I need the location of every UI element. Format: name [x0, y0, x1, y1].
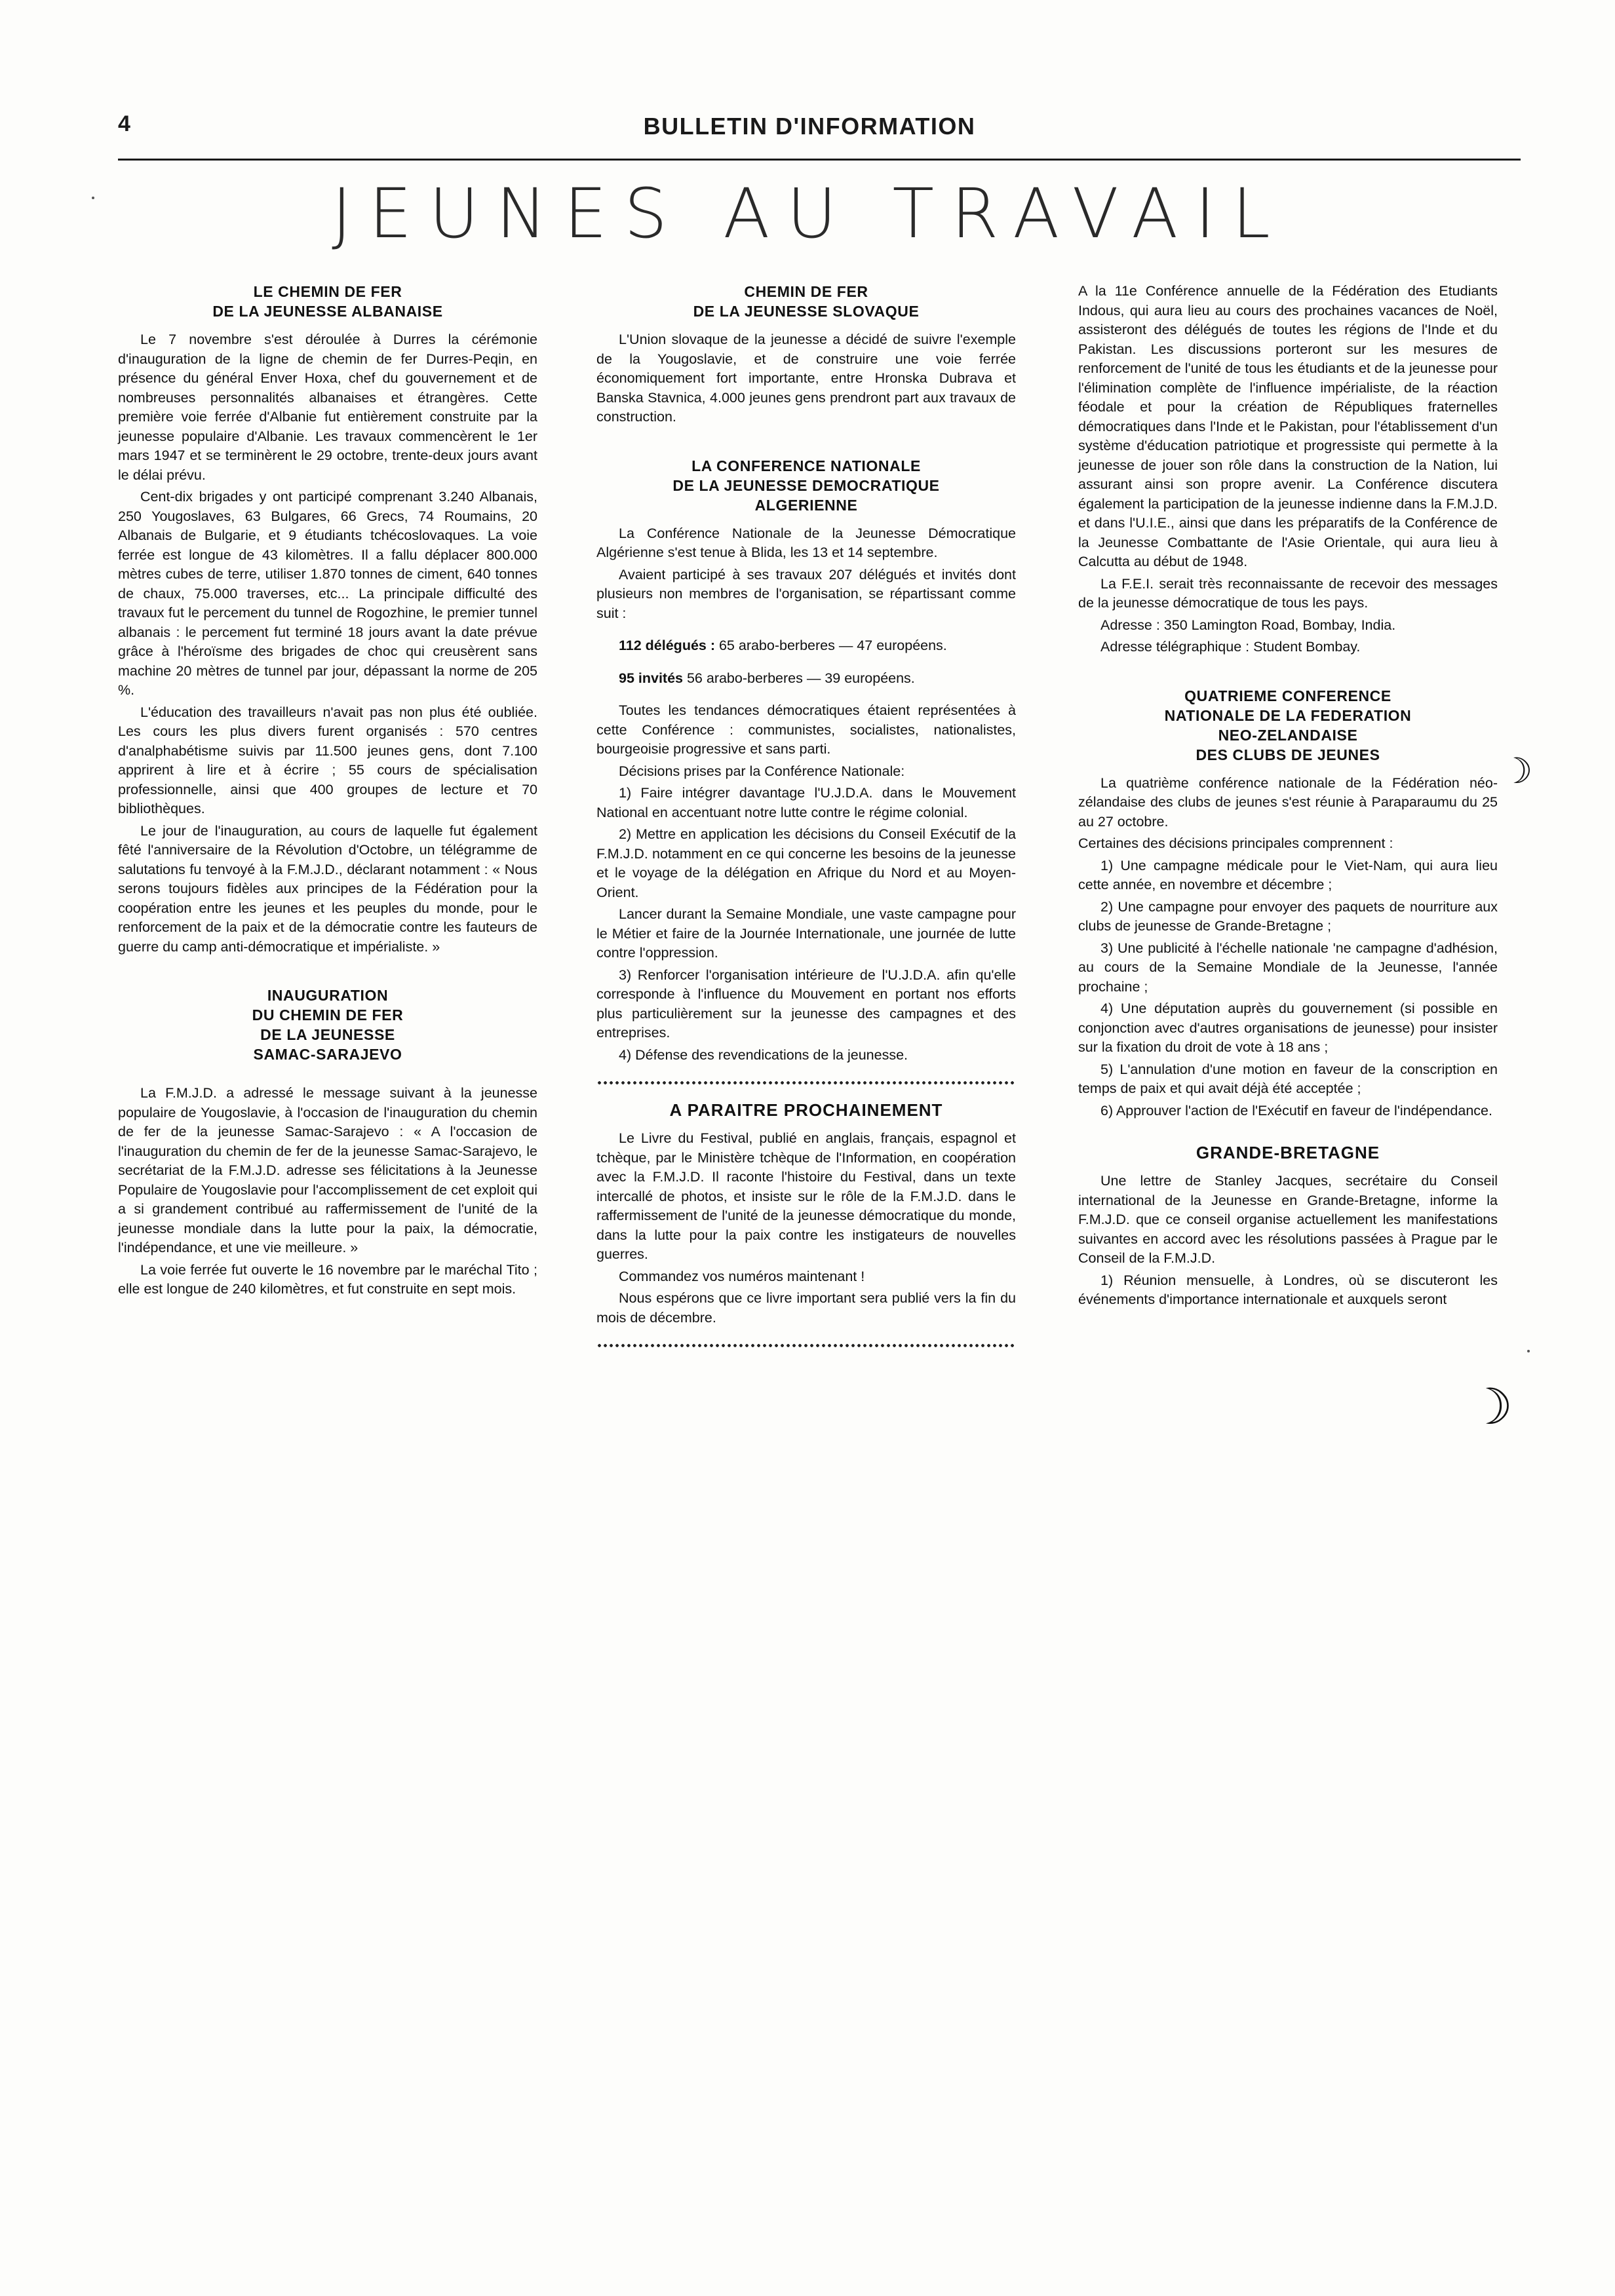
header-divider [118, 159, 1521, 161]
heading-line: LE CHEMIN DE FER [253, 283, 402, 300]
article-column-2 [596, 282, 1016, 1363]
paragraph: La F.E.I. serait très reconnaissante de recevoir des messages de la jeunesse démocratique de tous les pays. [1078, 575, 1498, 611]
heading-line: INAUGURATION [267, 987, 389, 1004]
heading-line: DE LA JEUNESSE SLOVAQUE [693, 303, 920, 320]
page-number: 4 [118, 111, 131, 136]
paragraph: 1) Réunion mensuelle, à Londres, où se discuteront les événements d'importance internationale et auxquels seront [1078, 1272, 1498, 1307]
paragraph: La F.M.J.D. a adressé le message suivant à la jeunesse populaire de Yougoslavie, à l'occasion de l'inauguration du chemin de fer de la jeunesse Samac-Sarajevo : « A l'occasion de l'inauguration du chemin de fer de la jeunesse Samac-Sarajevo, le secrétariat de la F.M.J.D. adresse ses félicitations à la Jeunesse Populaire de Yougoslavie pour l'accomplissement de cet exploit qui a si grandement contribué au raffermissement de l'unité de la jeunesse mondiale dans la lutte pour la paix, la démocratie, l'indépendance, et une vie meilleure. » [118, 1085, 537, 1255]
heading-line: QUATRIEME CONFERENCE [1184, 687, 1391, 704]
heading-line: SAMAC-SARAJEVO [253, 1046, 402, 1063]
paragraph: 4) Défense des revendications de la jeunesse. [619, 1046, 908, 1063]
guests-detail: 56 arabo-berberes — 39 européens. [683, 670, 915, 686]
delegates-detail: 65 arabo-berberes — 47 européens. [715, 638, 947, 653]
guests-count: 95 invités [619, 670, 683, 686]
spacer [596, 691, 1016, 701]
heading-line: NATIONALE DE LA FEDERATION [1164, 706, 1412, 724]
moon-icon: ☽ [1468, 1379, 1513, 1435]
paragraph: A la 11e Conférence annuelle de la Fédération des Etudiants Indous, qui aura lieu au cours des prochaines vacances de Noël, assisteront des délégués de toutes les régions de l'Inde et du Pakistan. Les discussions porteront sur les mesures de renforcement de l'unité de tous les étudiants et de la jeunesse pour l'élimination complète de l'influence impérialiste, de la réaction féodale et pour la création de Républiques fraternelles démocratiques dans l'Inde et le Pakistan, pour l'établissement d'un système d'éducation patriotique et progressiste qui permette à la jeunesse de jouer son rôle dans la construction de la Nation, lui assurant ainsi son propre avenir. La Conférence discutera également la participation de la jeunesse indienne dans la F.M.J.D. et dans l'U.I.E., ainsi que dans les préparatifs de la Conférence de la Jeunesse Combattante de l'Asie Orientale, qui aura lieu à Calcutta au début de 1948. [1078, 283, 1498, 569]
paragraph: Adresse télégraphique : Student Bombay. [1100, 639, 1361, 655]
paragraph: Décisions prises par la Conférence Nationale: [619, 763, 905, 779]
paragraph: 1) Faire intégrer davantage l'U.J.D.A. dans le Mouvement National en accentuant notre lutte contre le régime colonial. [596, 785, 1016, 820]
heading-line: NEO-ZELANDAISE [1218, 726, 1358, 744]
masthead-title: JEUNES AU TRAVAIL [332, 174, 1287, 254]
ink-speck [92, 197, 94, 199]
delegates-count: 112 délégués : [619, 638, 715, 653]
heading-line: DE LA JEUNESSE DEMOCRATIQUE [672, 476, 940, 494]
heading-line: DU CHEMIN DE FER [252, 1006, 404, 1024]
paragraph: L'Union slovaque de la jeunesse a décidé de suivre l'exemple de la Yougoslavie, et de construire une voie ferrée économiquement fort importante, entre Hronska Dubrava et Banska Stavnica, 4.000 jeunes gens prendront part aux travaux de construction. [596, 332, 1016, 425]
paragraph: 3) Renforcer l'organisation intérieure de l'U.J.D.A. afin qu'elle corresponde à l'influence du Mouvement en portant nos efforts plus particulièrement sur la jeunesse des campagnes et des entreprises. [596, 966, 1016, 1041]
paragraph-guests [596, 669, 1016, 689]
paragraph: Le 7 novembre s'est déroulée à Durres la cérémonie d'inauguration de la ligne de chemin de fer Durres-Peqin, en présence du général Enver Hoxa, chef du gouvernement et de nombreuses personnalités albanaises et étrangères. Cette première voie ferrée d'Albanie fut entièrement construite par la jeunesse populaire d'Albanie. Les travaux commencèrent le 1er mars 1947 et se terminèrent le 29 octobre, trente-deux jours avant le délai prévu. [118, 332, 537, 483]
section-heading-albanian-railway [118, 282, 537, 321]
dotted-divider [596, 1079, 1016, 1086]
paragraph: 2) Mettre en application les décisions du Conseil Exécutif de la F.M.J.D. notamment en ce qui concerne les besoins de la jeunesse et le voyage de la délégation en Afrique du Nord et au Moyen-Orient. [596, 826, 1016, 900]
paragraph: Lancer durant la Semaine Mondiale, une vaste campagne pour le Métier et faire de la Journée Internationale, une journée de lutte contre l'oppression. [596, 906, 1016, 961]
dotted-divider [596, 1342, 1016, 1349]
moon-icon: ☽ [1501, 752, 1533, 791]
spacer [596, 659, 1016, 669]
paragraph: Toutes les tendances démocratiques étaient représentées à cette Conférence : communistes, socialistes, nationalistes, bourgeoisie progressive et sans parti. [596, 702, 1016, 757]
heading-line: CHEMIN DE FER [744, 283, 868, 300]
paragraph: Avaient participé à ses travaux 207 délégués et invités dont plusieurs non membres de l'organisation, se répartissant comme suit : [596, 566, 1016, 621]
paragraph: Le jour de l'inauguration, au cours de laquelle fut également fêté l'anniversaire de la Révolution d'Octobre, un télégramme de salutations fu tenvoyé à la F.M.J.D., déclarant notamment : « Nous serons toujours fidèles aux principes de la Fédération pour la coopération entre les jeunes et les peuples du monde, pour le renforcement de la paix et de la démocratie contre les fauteurs de guerre du camp anti-démocratique et impérialiste. » [118, 822, 537, 955]
paragraph-delegates [596, 636, 1016, 656]
section-heading-coming-soon: A PARAITRE PROCHAINEMENT [669, 1100, 943, 1120]
paragraph: 5) L'annulation d'une motion en faveur de la conscription en temps de paix et qui avait déjà été acceptée ; [1078, 1061, 1498, 1096]
bulletin-title: BULLETIN D'INFORMATION [643, 113, 976, 140]
paragraph: Certaines des décisions principales comprennent : [1078, 835, 1393, 851]
heading-line: ALGERIENNE [754, 496, 858, 514]
paragraph: 6) Approuver l'action de l'Exécutif en faveur de l'indépendance. [1100, 1102, 1492, 1119]
paragraph: Cent-dix brigades y ont participé comprenant 3.240 Albanais, 250 Yougoslaves, 63 Bulgares, 66 Grecs, 74 Roumains, 20 Albanais de Bulgarie, et 9 étudiants tchécoslovaques. La voie ferrée est longue de 43 kilomètres. Il a fallu déplacer 800.000 mètres cubes de terre, utiliser 1.870 tonnes de ciment, 640 tonnes de chaux, 75.000 traverses, etc... La principale difficulté des travaux fut le percement du tunnel de Rogozhine, le premier tunnel albanais : le percement fut terminé 18 jours avant la date prévue grâce à l'héroïsme des brigades de choc qui creusèrent sans machine 20 mètres de tunnel par jour, dépassant la norme de 205 %. [118, 489, 537, 698]
paragraph: 2) Une campagne pour envoyer des paquets de nourriture aux clubs de jeunesse de Grande-Bretagne ; [1078, 898, 1498, 934]
spacer [118, 1073, 537, 1084]
paragraph: La Conférence Nationale de la Jeunesse Démocratique Algérienne s'est tenue à Blida, les 13 et 14 septembre. [596, 525, 1016, 560]
section-heading-samac-sarajevo [118, 985, 537, 1064]
section-heading-algerian-conference [596, 456, 1016, 515]
heading-line: DE LA JEUNESSE ALBANAISE [212, 303, 443, 320]
section-heading-nz-conference [1078, 686, 1498, 765]
paragraph: 4) Une députation auprès du gouvernement (si possible en conjonction avec d'autres organisations de jeunesse) pour insister sur la fixation du droit de vote à 18 ans ; [1078, 1001, 1498, 1055]
section-heading-slovak-railway [596, 282, 1016, 321]
paragraph: L'éducation des travailleurs n'avait pas non plus été oubliée. Les cours les plus divers furent organisés : 570 centres d'analphabétisme suivis par 11.500 jeunes gens, dont 7.100 apprirent à lire et à écrire ; 55 cours de spécialisation professionnelle, ainsi que 400 groupes de lecture et 70 bibliothèques. [118, 704, 537, 816]
heading-line: DE LA JEUNESSE [260, 1026, 395, 1043]
article-column-1 [118, 282, 537, 1302]
spacer [1078, 1123, 1498, 1143]
paragraph: Le Livre du Festival, publié en anglais, français, espagnol et tchèque, par le Ministère tchèque de l'Information, en coopération avec la F.M.J.D. Il raconte l'histoire du Festival, dans un texte intercallé de photos, et insiste sur le rôle de la F.M.J.D. dans le raffermissement de l'unité de la jeunesse démocratique du monde, dans la lutte pour la paix contre les instigateurs de nouvelles guerres. [596, 1130, 1016, 1262]
paragraph: La voie ferrée fut ouverte le 16 novembre par le maréchal Tito ; elle est longue de 240 kilomètres, et fut construite en sept mois. [118, 1261, 537, 1297]
paragraph: Une lettre de Stanley Jacques, secrétaire du Conseil international de la Jeunesse en Grande-Bretagne, informe la F.M.J.D. que ce conseil organise actuellement les manifestations suivantes en accord avec les résolutions passées à Prague par le Conseil de la F.M.J.D. [1078, 1173, 1498, 1266]
article-column-3 [1078, 282, 1498, 1312]
paragraph: Commandez vos numéros maintenant ! [619, 1268, 865, 1284]
page-header [98, 105, 1521, 151]
paragraph: La quatrième conférence nationale de la Fédération néo-zélandaise des clubs de jeunes s'est réunie à Paraparaumu du 25 au 27 octobre. [1078, 775, 1498, 830]
paragraph: 3) Une publicité à l'échelle nationale 'ne campagne d'adhésion, au cours de la Semaine Mondiale de la Jeunesse, l'année prochaine ; [1078, 940, 1498, 995]
paragraph: Adresse : 350 Lamington Road, Bombay, India. [1100, 617, 1396, 633]
spacer [596, 626, 1016, 636]
heading-line: LA CONFERENCE NATIONALE [691, 457, 921, 474]
paragraph: Nous espérons que ce livre important sera publié vers la fin du mois de décembre. [596, 1290, 1016, 1326]
ink-speck [1527, 1350, 1530, 1352]
section-heading-great-britain: GRANDE-BRETAGNE [1196, 1143, 1380, 1162]
heading-line: DES CLUBS DE JEUNES [1196, 746, 1380, 763]
paragraph: 1) Une campagne médicale pour le Viet-Nam, qui aura lieu cette année, en novembre et décembre ; [1078, 857, 1498, 892]
